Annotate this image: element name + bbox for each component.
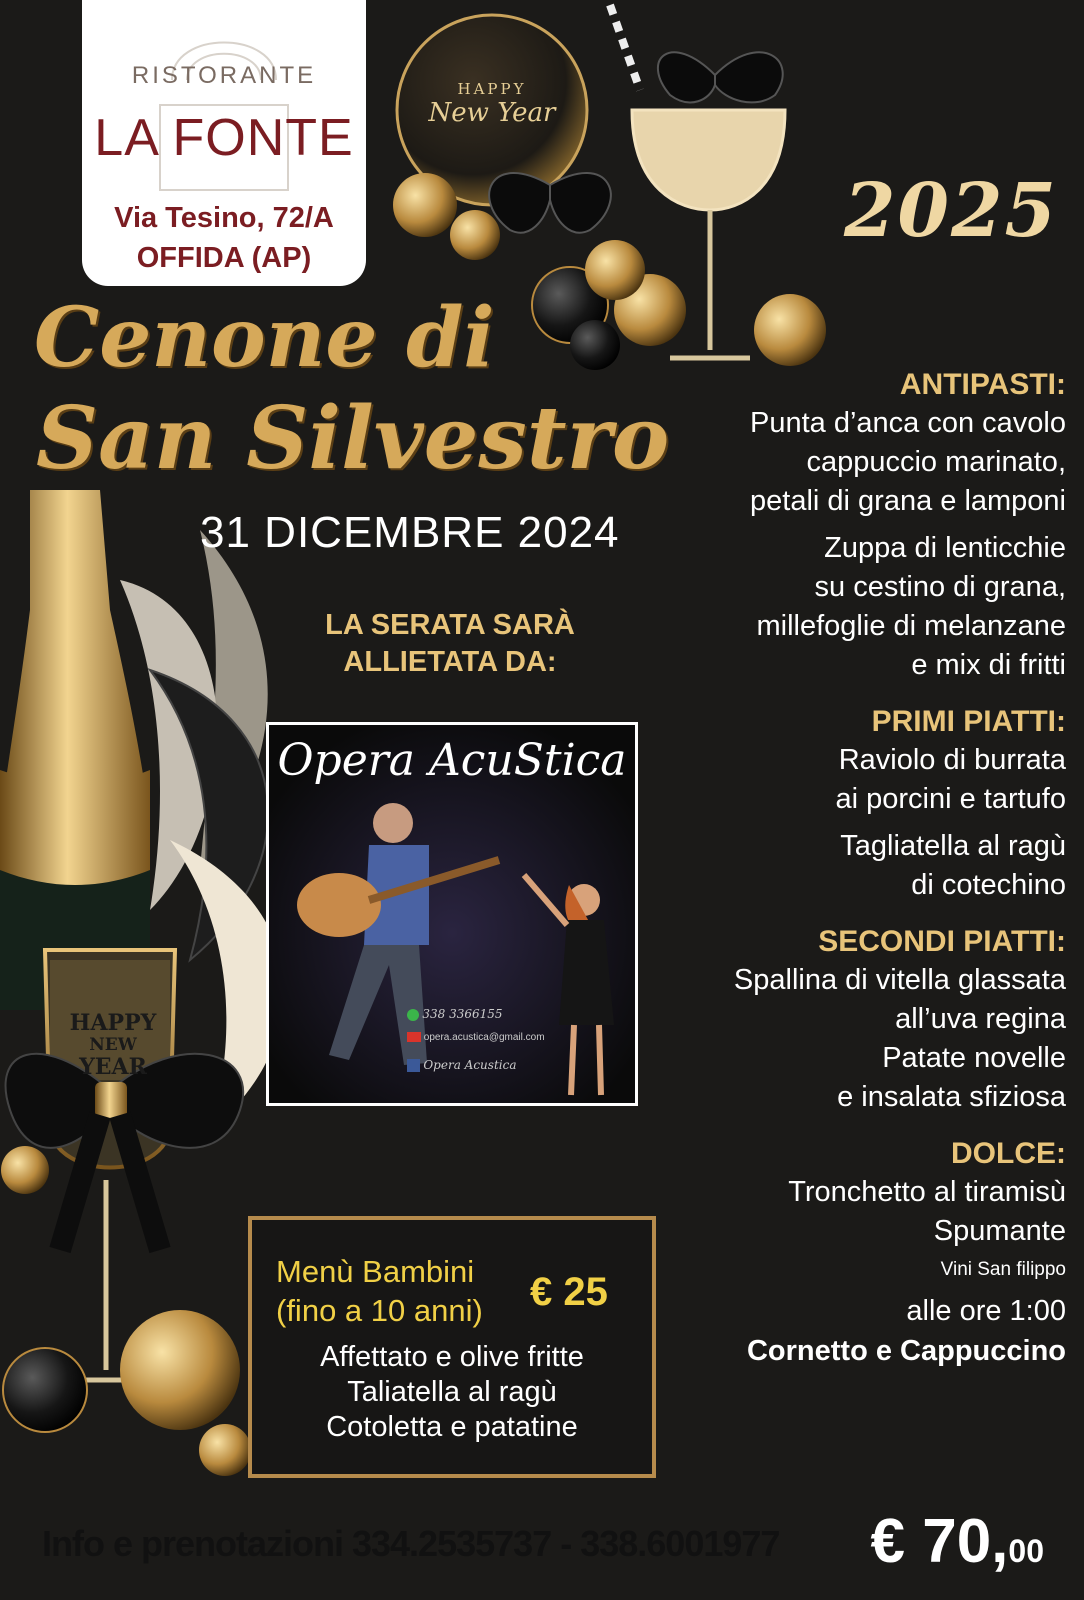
dish: Punta d’anca con cavolo cappuccio marinato, petali di grana e lamponi	[750, 407, 1066, 517]
glass-text-year: YEAR	[79, 1054, 147, 1080]
info-contacts	[42, 1523, 779, 1565]
kids-menu-title	[276, 1252, 483, 1330]
kids-menu-items	[252, 1340, 652, 1445]
restaurant-name: LA FONTE	[94, 109, 354, 167]
late-night-item: Cornetto e Cappuccino	[746, 1335, 1066, 1367]
menu	[646, 366, 1066, 1389]
entertainment-label	[300, 607, 600, 681]
phone-icon	[407, 1009, 419, 1021]
event-title-line1: Cenone di	[34, 290, 495, 386]
kids-menu-box	[248, 1216, 656, 1478]
band-name: Opera AcuStica	[277, 735, 627, 786]
dinner-price	[871, 1506, 1045, 1577]
event-title-line2: San Silvestro	[36, 388, 670, 489]
kids-menu-item: Affettato e olive fritte	[320, 1341, 584, 1373]
band-phone-row	[407, 1007, 503, 1021]
kids-menu-item: Taliatella al ragù	[347, 1376, 557, 1408]
event-date: 31 DICEMBRE 2024	[200, 508, 620, 557]
section-title-dolce: DOLCE:	[951, 1137, 1066, 1170]
dish: Tagliatella al ragù di cotechino	[840, 830, 1066, 901]
year-label: 2025	[844, 168, 1058, 254]
kids-menu-price: € 25	[530, 1270, 608, 1314]
section-title-secondi: SECONDI PIATTI:	[818, 925, 1066, 958]
kids-menu-title-line1: Menù Bambini	[276, 1254, 475, 1289]
dish: Spallina di vitella glassata all’uva regina Patate novelle e insalata sfiziosa	[733, 964, 1066, 1113]
section-dolce	[646, 1135, 1066, 1371]
facebook-icon	[407, 1059, 420, 1072]
dinner-price-main: € 70,	[870, 1507, 1009, 1576]
section-primi	[646, 703, 1066, 905]
dish: Tronchetto al tiramisù Spumante	[788, 1176, 1066, 1247]
address-city: OFFIDA (AP)	[136, 242, 312, 274]
band-phone: 338 3366155	[422, 1007, 503, 1021]
band-email: opera.acustica@gmail.com	[423, 1032, 545, 1043]
ball-text-happy: HAPPY	[457, 80, 527, 98]
dinner-price-cents: 00	[1008, 1533, 1044, 1569]
section-antipasti	[646, 366, 1066, 685]
glass-text-new: NEW	[89, 1035, 137, 1055]
entertainment-label-line1: LA SERATA SARÀ	[325, 609, 575, 641]
glass-text-happy: HAPPY	[69, 1010, 157, 1036]
info-contacts-text: Info e prenotazioni 334.2535737 - 338.6001977	[42, 1523, 780, 1564]
ball-text-new-year: New Year	[428, 98, 556, 128]
section-secondi	[646, 923, 1066, 1117]
entertainment-label-line2: ALLIETATA DA:	[343, 646, 557, 678]
kids-menu-item: Cotoletta e patatine	[326, 1411, 578, 1443]
logo-ristorante: RISTORANTE	[131, 62, 317, 89]
address-street: Via Tesino, 72/A	[114, 202, 334, 234]
mail-icon	[407, 1032, 421, 1042]
band-facebook-row	[407, 1058, 516, 1072]
band-facebook: Opera Acustica	[423, 1058, 517, 1072]
band-email-row	[407, 1032, 545, 1043]
logo-card	[82, 0, 366, 286]
ball-text	[410, 80, 574, 128]
kids-menu-title-line2: (fino a 10 anni)	[276, 1293, 483, 1328]
glass-happy-text	[58, 1012, 168, 1078]
band-photo	[266, 722, 638, 1106]
late-night-time: alle ore 1:00	[906, 1295, 1066, 1327]
dish: Raviolo di burrata ai porcini e tartufo	[835, 744, 1066, 815]
section-title-antipasti: ANTIPASTI:	[899, 368, 1066, 401]
wine-note: Vini San filippo	[940, 1259, 1066, 1280]
dish: Zuppa di lenticchie su cestino di grana, millefoglie di melanzane e mix di fritti	[756, 532, 1066, 681]
section-title-primi: PRIMI PIATTI:	[871, 705, 1066, 738]
